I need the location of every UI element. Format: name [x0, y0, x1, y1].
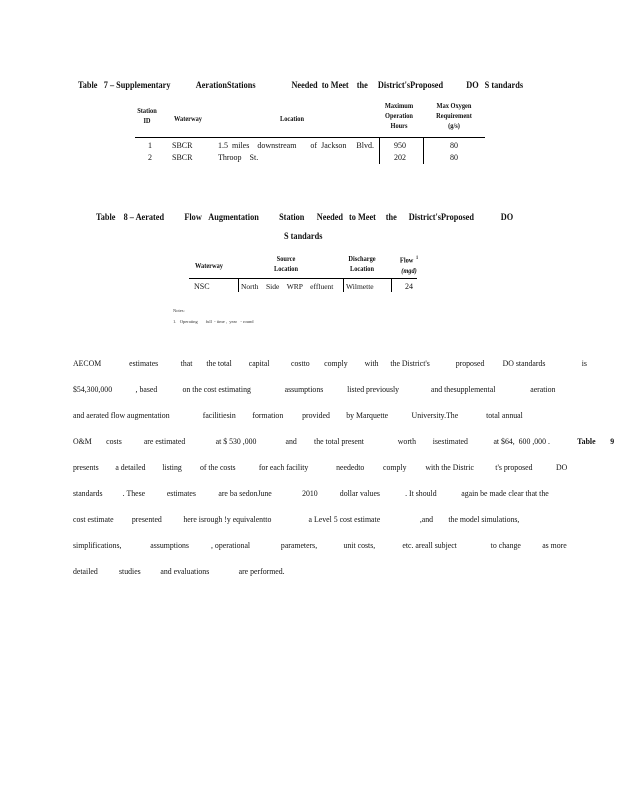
paragraph-word: are estimated	[143, 436, 186, 446]
table7-row2-hours: 202	[394, 153, 406, 162]
table7-header-waterway	[171, 114, 205, 124]
paragraph-word: t's proposed	[495, 462, 533, 472]
header-text: Waterway	[174, 114, 202, 123]
paragraph-word: and evaluations	[160, 566, 210, 576]
table7-row2-oxygen: 80	[450, 153, 458, 162]
paragraph-word: studies	[119, 566, 141, 576]
table7-header-max-hours	[379, 101, 420, 131]
table8-row1-discharge: Wilmette	[346, 282, 374, 291]
paragraph-word: facilitiesin	[202, 410, 236, 420]
header-text: Waterway	[195, 261, 223, 270]
paragraph-word: and	[285, 436, 297, 446]
paragraph-word: a Level 5 cost estimate	[308, 514, 381, 524]
paragraph-word: comply	[383, 462, 407, 472]
table7-row1-id: 1	[148, 141, 152, 150]
paragraph-word: etc. areall subject	[402, 540, 457, 550]
paragraph-word: proposed	[455, 358, 485, 368]
paragraph-word: provided	[302, 410, 330, 420]
header-text: Operation	[385, 111, 413, 120]
table8-caption-part: the	[385, 212, 397, 222]
table7-row1-location: 1.5 miles downstream of Jackson Blvd.	[218, 141, 374, 150]
footnote-marker: 1	[415, 256, 419, 261]
paragraph-word: unit costs,	[343, 540, 376, 550]
paragraph-word: , based	[135, 384, 158, 394]
paragraph-word: the total	[206, 358, 232, 368]
header-text: (g/s)	[448, 121, 460, 130]
paragraph-word: DO standards	[502, 358, 546, 368]
paragraph-word: assumptions	[284, 384, 324, 394]
paragraph-word: with the Distric	[425, 462, 475, 472]
header-text: ID	[143, 116, 151, 125]
table8-caption-part: Table	[96, 212, 116, 222]
table8-column-divider	[391, 279, 392, 292]
paragraph-word: presented	[131, 514, 162, 524]
paragraph-word: the District's	[390, 358, 430, 368]
table7-column-divider	[379, 138, 380, 164]
table7-caption-part: District'sProposed	[377, 80, 444, 90]
paragraph-word: at $ 530 ,000	[215, 436, 257, 446]
table8-caption-part: District'sProposed	[408, 212, 474, 222]
header-text: Location	[273, 264, 299, 273]
paragraph-word: on the cost estimating	[182, 384, 251, 394]
table-reference: Table	[577, 436, 596, 446]
table8-header-rule	[189, 278, 417, 279]
paragraph-word: AECOM	[73, 358, 102, 368]
table7-caption-part: S tandards	[484, 80, 524, 90]
paragraph-word: 2010	[302, 488, 318, 498]
paragraph-word: is	[581, 358, 587, 368]
paragraph-word: again be made clear that the	[461, 488, 549, 498]
table7-caption-part: 7 – Supplementary	[103, 80, 171, 90]
table7-caption-part: DO	[466, 80, 479, 90]
table8-caption-part: 8 – Aerated	[123, 212, 165, 222]
table7-header-station-id	[134, 106, 160, 126]
paragraph-word: , operational	[211, 540, 251, 550]
paragraph-word: cost estimate	[73, 514, 114, 524]
table8-row1-flow: 24	[405, 282, 413, 291]
table7-header-rule	[135, 137, 485, 138]
header-text: Location	[279, 114, 305, 123]
header-text: Requirement	[436, 111, 472, 120]
header-text: Max Oxygen	[436, 101, 472, 110]
paragraph-word: estimates	[166, 488, 196, 498]
paragraph-word: are ba sedonJune	[218, 488, 272, 498]
paragraph-word: O&M	[73, 436, 92, 446]
paragraph-word: University.The	[411, 410, 459, 420]
paragraph-word: presents	[73, 462, 99, 472]
paragraph-word: ,and	[419, 514, 434, 524]
paragraph-word: to change	[490, 540, 521, 550]
paragraph-word: and aerated flow augmentation	[73, 410, 170, 420]
table7-caption-part: the	[356, 80, 368, 90]
paragraph-word: formation	[252, 410, 284, 420]
paragraph-word: costs	[106, 436, 122, 446]
paragraph-word: isestimated	[432, 436, 468, 446]
table7-header-location	[275, 114, 309, 124]
paragraph-word: . These	[122, 488, 146, 498]
paragraph-word: comply	[324, 358, 348, 368]
table8-header-waterway	[190, 261, 227, 271]
paragraph-word: DO	[556, 462, 568, 472]
paragraph-word: for each facility	[258, 462, 309, 472]
header-text: Hours	[390, 121, 408, 130]
header-text: (mgd)	[401, 265, 417, 275]
header-text: Station	[137, 106, 157, 115]
paragraph-word: by Marquette	[346, 410, 389, 420]
table8-row1-source: North Side WRP effluent	[241, 282, 334, 291]
table8-caption-part: DO	[500, 212, 514, 222]
paragraph-word: aeration	[530, 384, 556, 394]
paragraph-word: dollar values	[339, 488, 380, 498]
paragraph-word: and thesupplemental	[430, 384, 496, 394]
table7-row2-location: Throop St.	[218, 153, 259, 162]
table8-caption-part: Flow	[184, 212, 202, 222]
header-text: Source	[276, 254, 296, 263]
table8-header-discharge	[343, 254, 380, 274]
paragraph-word: listed previously	[347, 384, 400, 394]
paragraph-word: costto	[291, 358, 310, 368]
table7-row1-waterway: SBCR	[172, 141, 193, 150]
table7-caption-part: Table	[78, 80, 98, 90]
paragraph-word: are performed.	[238, 566, 285, 576]
table7-row1-oxygen: 80	[450, 141, 458, 150]
table8-caption-part: to Meet	[349, 212, 376, 222]
paragraph-word: estimates	[129, 358, 159, 368]
paragraph-word: as more	[542, 540, 567, 550]
paragraph-word: . It should	[405, 488, 437, 498]
paragraph-word: assumptions	[150, 540, 189, 550]
paragraph-word: capital	[248, 358, 270, 368]
paragraph-word: total annual	[486, 410, 523, 420]
paragraph-word: simplifications,	[73, 540, 122, 550]
table8-header-source	[266, 254, 307, 274]
paragraph-word: that	[180, 358, 193, 368]
header-text	[395, 254, 422, 266]
paragraph-word: of the costs	[199, 462, 236, 472]
table8-header-flow	[395, 254, 422, 276]
paragraph-word: the total present	[314, 436, 364, 446]
table7-column-divider	[423, 138, 424, 164]
table8-caption-part: Station	[279, 212, 305, 222]
paragraph-word: detailed	[73, 566, 98, 576]
table8-caption-part: Augmentation	[208, 212, 259, 222]
table7-row2-waterway: SBCR	[172, 153, 193, 162]
paragraph-word: $54,300,000	[73, 384, 113, 394]
paragraph-word: here isrough !y equivalentto	[183, 514, 272, 524]
table7-caption-part: to Meet	[321, 80, 349, 90]
paragraph-word: worth	[397, 436, 417, 446]
table7-row2-id: 2	[148, 153, 152, 162]
table8-caption-part: Needed	[316, 212, 344, 222]
table7-caption-part: AerationStations	[195, 80, 256, 90]
table8-note-1: 1. Operating full - time , year - round	[173, 319, 254, 324]
table8-caption-line2: S tandards	[284, 231, 323, 241]
header-text: Location	[349, 264, 375, 273]
paragraph-word: a detailed	[115, 462, 146, 472]
table7-caption-part: Needed	[291, 80, 318, 90]
table8-row1-waterway: NSC	[194, 282, 210, 291]
paragraph-word: neededto	[336, 462, 365, 472]
table8-column-divider	[238, 279, 239, 292]
paragraph-word: listing	[162, 462, 182, 472]
paragraph-word: parameters,	[280, 540, 318, 550]
table7-header-max-oxygen	[428, 101, 481, 131]
paragraph-word: at $64, 600 ,000 .	[493, 436, 550, 446]
table8-column-divider	[343, 279, 344, 292]
table7-row1-hours: 950	[394, 141, 406, 150]
header-text: Discharge	[348, 254, 376, 263]
paragraph-word: standards	[73, 488, 103, 498]
table-reference: 9	[610, 436, 615, 446]
paragraph-word: with	[364, 358, 379, 368]
paragraph-word: the model simulations,	[448, 514, 520, 524]
header-text: Maximum	[384, 101, 414, 110]
table8-notes-label: Notes:	[173, 308, 185, 313]
header-text: Flow	[399, 255, 414, 265]
